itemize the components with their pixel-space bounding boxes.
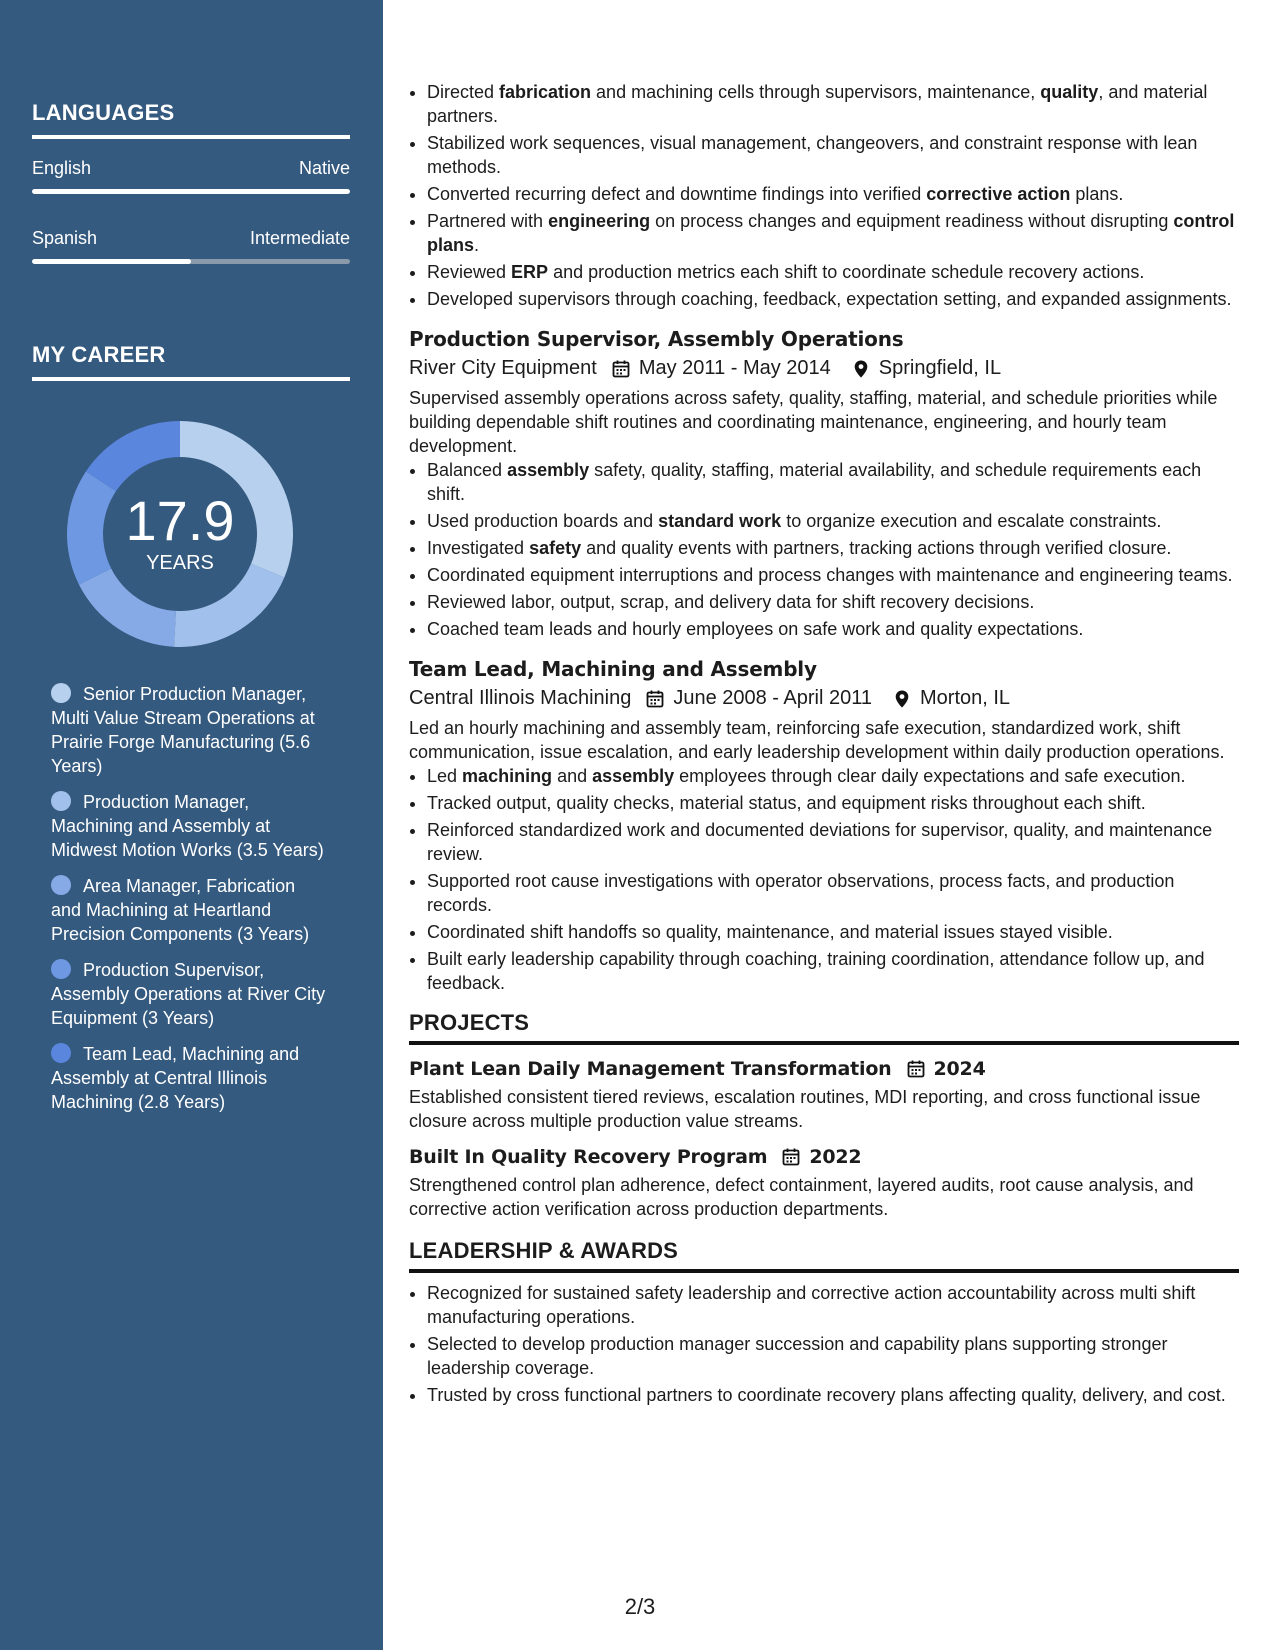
previous-job-bullets [409,80,1239,311]
project-item [409,1143,1239,1221]
bullet-keyword: assembly [592,766,675,786]
job-location [892,683,1010,713]
bullet-keyword: engineering [548,211,651,231]
bullet-item: • Used production boards and standard work to organize execution and escalate constraints. [427,509,1239,533]
project-year-text: 2022 [809,1146,862,1168]
project-year-text: 2024 [933,1058,986,1080]
bullet-item: • Coordinated shift handoffs so quality, maintenance, and material issues stayed visible. [427,920,1239,944]
bullet-keyword: fabrication [499,82,592,102]
job-bullets [409,764,1239,995]
job-entry [409,655,1239,995]
project-item [409,1055,1239,1133]
bullet-keyword: machining [462,766,553,786]
bullet-keyword: assembly [507,460,590,480]
projects-heading: PROJECTS [409,1009,1239,1045]
language-name: English [32,158,92,178]
bullet-keyword: corrective action [926,184,1071,204]
job-dates-text: May 2011 - May 2014 [638,357,831,379]
job-location-text: Springfield, IL [878,357,1002,379]
legend-dot-icon [51,791,71,811]
job-location [851,353,1001,383]
bullet-item: • Supported root cause investigations with operator observations, process facts, and production records. [427,869,1239,917]
bullet-keyword: quality [1040,82,1099,102]
language-bar-fill [32,189,350,194]
main-content [409,80,1239,1410]
job-dates [611,353,831,383]
bullet-item: • Directed fabrication and machining cells through supervisors, maintenance, quality, and material partners. [427,80,1239,128]
language-row-spanish [32,228,350,249]
bullet-item: • Built early leadership capability through coaching, training coordination, attendance follow up, and feedback. [427,947,1239,995]
bullet-keyword: control plans [427,211,1235,255]
language-bar-english [32,189,350,194]
bullet-item: • Investigated safety and quality events with partners, tracking actions through verified closure. [427,536,1239,560]
legend-dot-icon [51,959,71,979]
career-total [67,421,293,647]
job-meta [409,683,1239,713]
bullet-item: • Coordinated equipment interruptions and process changes with maintenance and engineering teams. [427,563,1239,587]
languages-heading: LANGUAGES [32,100,350,139]
job-meta [409,353,1239,383]
project-title [409,1143,1239,1171]
career-total-unit: YEARS [146,551,214,574]
job-summary: Supervised assembly operations across safety, quality, staffing, material, and schedule priorities while building dependable shift routines and coordinating maintenance, engineering, and hourly team development. [409,388,1218,456]
awards-list [409,1281,1239,1407]
bullet-keyword: ERP [511,262,549,282]
location-pin-icon [892,688,912,708]
page-number: 2/3 [624,1594,656,1619]
career-legend-item [51,1042,326,1114]
project-description: Established consistent tiered reviews, escalation routines, MDI reporting, and cross functional issue closure across multiple production value streams. [409,1087,1201,1131]
bullet-item: • Partnered with engineering on process changes and equipment readiness without disrupting control plans. [427,209,1239,257]
language-level: Native [298,158,350,178]
language-row-english [32,158,350,179]
project-description: Strengthened control plan adherence, defect containment, layered audits, root cause analysis, and corrective action verification across production departments. [409,1175,1194,1219]
bullet-keyword: standard work [658,511,782,531]
job-summary: Led an hourly machining and assembly team, reinforcing safe execution, standardized work, shift communication, issue escalation, and early leadership development within daily production operations. [409,718,1225,762]
bullet-item: • Developed supervisors through coaching, feedback, expectation setting, and expanded assignments. [427,287,1239,311]
career-legend [51,682,326,1126]
calendar-icon [781,1147,801,1167]
calendar-icon [906,1059,926,1079]
career-legend-item [51,790,326,862]
awards-heading: LEADERSHIP & AWARDS [409,1237,1239,1273]
project-title [409,1055,1239,1083]
award-item: • Selected to develop production manager succession and capability plans supporting stronger leadership coverage. [427,1332,1239,1380]
job-dates-text: June 2008 - April 2011 [673,687,872,709]
award-item: • Trusted by cross functional partners to coordinate recovery plans affecting quality, delivery, and cost. [427,1383,1239,1407]
career-legend-item [51,874,326,946]
job-dates [645,683,872,713]
career-total-value: 17.9 [125,488,235,552]
bullet-item: • Converted recurring defect and downtime findings into verified corrective action plans. [427,182,1239,206]
legend-dot-icon [51,875,71,895]
job-company: River City Equipment [409,357,597,379]
experience-list [409,325,1239,995]
calendar-icon [645,688,665,708]
project-year [906,1055,986,1083]
language-bar-spanish [32,259,350,264]
location-pin-icon [851,358,871,378]
bullet-item: • Led machining and assembly employees through clear daily expectations and safe execution. [427,764,1239,788]
bullet-item: • Reinforced standardized work and documented deviations for supervisor, quality, and maintenance review. [427,818,1239,866]
job-entry [409,325,1239,641]
job-location-text: Morton, IL [920,687,1011,709]
sidebar [0,0,383,1650]
bullet-item: • Stabilized work sequences, visual management, changeovers, and constraint response with lean methods. [427,131,1239,179]
bullet-item: • Tracked output, quality checks, material status, and equipment risks throughout each shift. [427,791,1239,815]
career-legend-label: Production Manager, Machining and Assembly at Midwest Motion Works (3.5 Years) [51,792,324,860]
project-name: Plant Lean Daily Management Transformation [409,1058,892,1080]
career-legend-label: Production Supervisor, Assembly Operations at River City Equipment (3 Years) [51,960,326,1028]
career-legend-label: Area Manager, Fabrication and Machining at Heartland Precision Components (3 Years) [51,876,310,944]
award-item: • Recognized for sustained safety leadership and corrective action accountability across multi shift manufacturing operations. [427,1281,1239,1329]
career-heading: MY CAREER [32,342,350,381]
project-name: Built In Quality Recovery Program [409,1146,768,1168]
language-name: Spanish [32,228,98,248]
job-title: Team Lead, Machining and Assembly [409,657,817,681]
career-legend-item [51,682,326,778]
calendar-icon [611,358,631,378]
language-bar-fill [32,259,191,264]
job-bullets [409,458,1239,641]
bullet-item: • Coached team leads and hourly employees on safe work and quality expectations. [427,617,1239,641]
project-year [781,1143,861,1171]
projects-list [409,1055,1239,1221]
job-company: Central Illinois Machining [409,687,632,709]
language-level: Intermediate [249,228,350,248]
bullet-item: • Reviewed ERP and production metrics each shift to coordinate schedule recovery actions. [427,260,1239,284]
bullet-keyword: safety [529,538,582,558]
career-legend-item [51,958,326,1030]
job-title: Production Supervisor, Assembly Operations [409,327,904,351]
bullet-item: • Balanced assembly safety, quality, staffing, material availability, and schedule requirements each shift. [427,458,1239,506]
bullet-item: • Reviewed labor, output, scrap, and delivery data for shift recovery decisions. [427,590,1239,614]
career-legend-label: Senior Production Manager, Multi Value Stream Operations at Prairie Forge Manufacturing (5.6 Years) [51,684,315,776]
legend-dot-icon [51,683,71,703]
legend-dot-icon [51,1043,71,1063]
career-legend-label: Team Lead, Machining and Assembly at Central Illinois Machining (2.8 Years) [51,1044,300,1112]
